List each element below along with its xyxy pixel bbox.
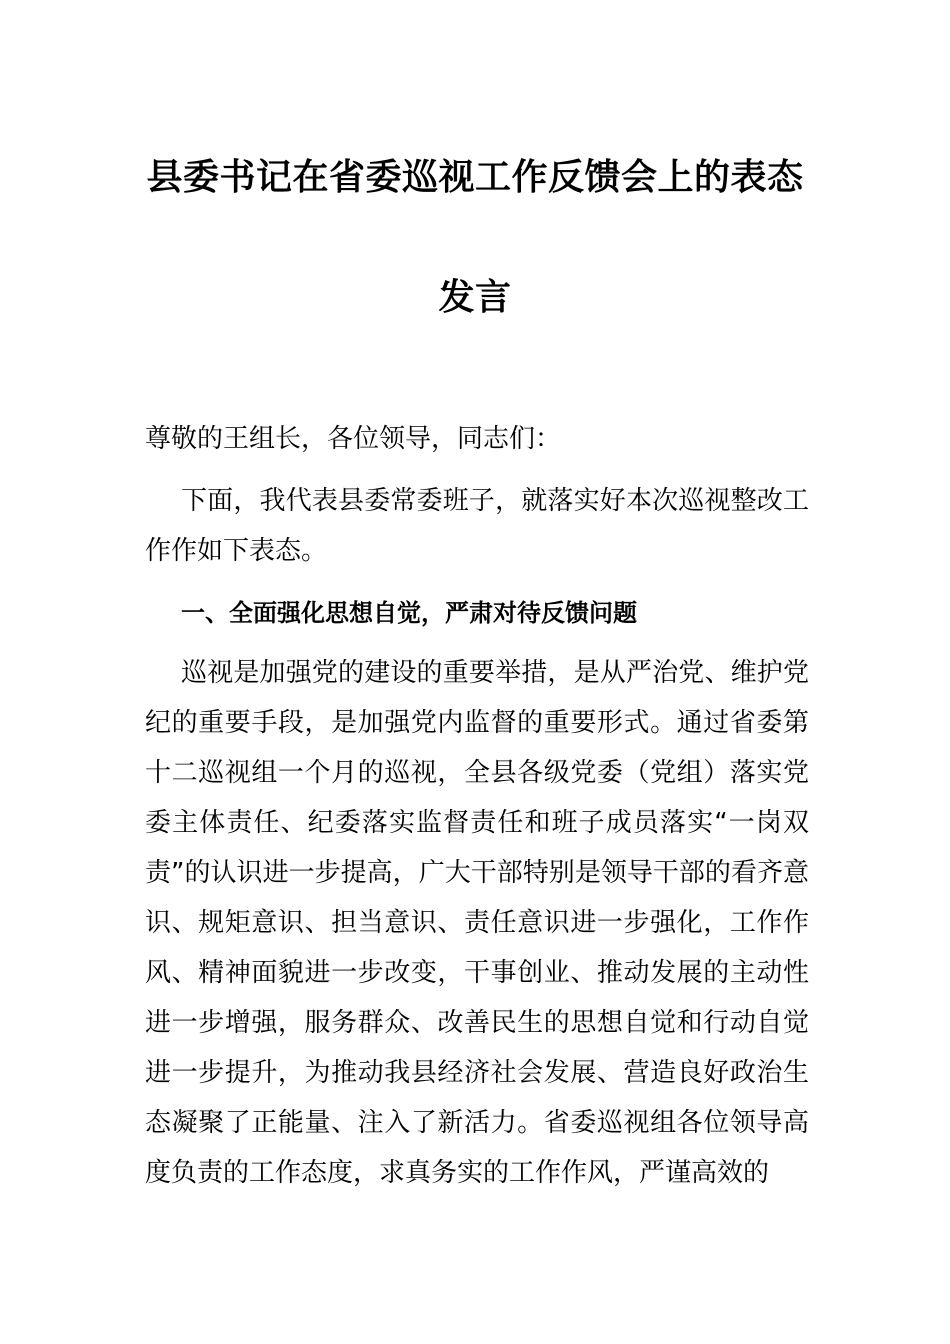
intro-paragraph: 下面，我代表县委常委班子，就落实好本次巡视整改工作作如下表态。 xyxy=(145,486,809,566)
document-title-line-1: 县委书记在省委巡视工作反馈会上的表态 xyxy=(146,157,804,198)
section-heading: 一、全面强化思想自觉，严肃对待反馈问题 xyxy=(181,599,637,627)
salutation: 尊敬的王组长，各位领导，同志们： xyxy=(145,424,562,454)
body-paragraph: 巡视是加强党的建设的重要举措，是从严治党、维护党纪的重要手段，是加强党内监督的重要形式。通过省委第十二巡视组一个月的巡视，全县各级党委（党组）落实党委主体责任、纪委落实监督责任和班子成员落实“一岗双责”的认识进一步提高，广大干部特别是领导干部的看齐意识、规矩意识、担当意识、责任意识进一步强化，工作作风、精神面貌进一步改变，干事创业、推动发展的主动性进一步增强，服务群众、改善民生的思想自觉和行动自觉进一步提升，为推动我县经济社会发展、营造良好政治生态凝聚了正能量、注入了新活力。省委巡视组各位领导高度负责的工作态度，求真务实的工作作风，严谨高效的 xyxy=(145,658,809,1188)
document-title-line-2: 发言 xyxy=(438,277,512,318)
